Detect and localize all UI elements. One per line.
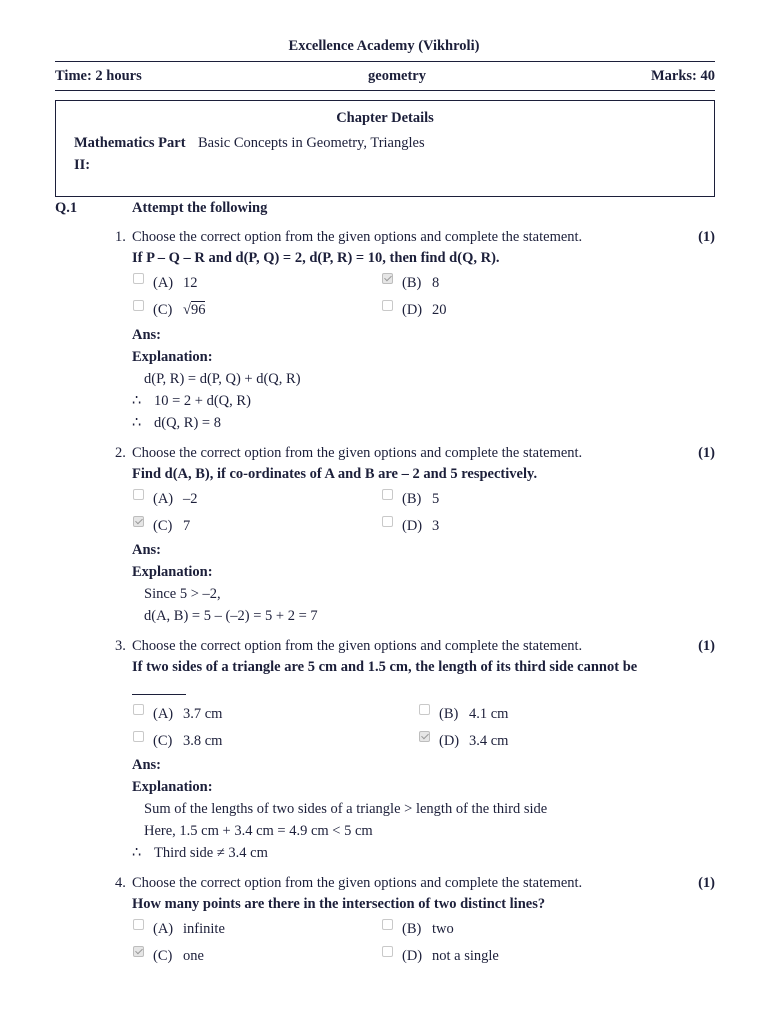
answer-label: Ans: [132,757,162,773]
option-label: (B) [402,491,422,507]
option-text: 3.4 cm [469,733,509,749]
option-text: 5 [432,491,440,507]
option-d-checkbox[interactable] [382,946,393,957]
option-label: (A) [153,491,174,507]
option-label: (B) [402,275,422,291]
therefore-symbol: ∴ [132,393,142,409]
explanation-line: Third side ≠ 3.4 cm [154,845,268,861]
option-a-checkbox[interactable] [133,919,144,930]
option-b-checkbox[interactable] [382,273,393,284]
school-name: Excellence Academy (Vikhroli) [288,38,480,54]
option-text: not a single [432,948,499,964]
option-a-checkbox[interactable] [133,273,144,284]
question-prompt: Choose the correct option from the given options and complete the statement. [132,445,583,461]
option-d-checkbox[interactable] [382,516,393,527]
option-text: two [432,921,454,937]
option-c-checkbox[interactable] [133,946,144,957]
option-label: (D) [402,948,423,964]
option-d-checkbox[interactable] [419,731,430,742]
question-marks: (1) [698,875,715,891]
question-marks: (1) [698,638,715,654]
option-text: 3.7 cm [183,706,223,722]
option-a[interactable] [153,921,225,938]
question-stem: Find d(A, B), if co-ordinates of A and B are – 2 and 5 respectively. [132,466,538,482]
exam-time: Time: 2 hours [55,68,142,84]
option-c[interactable] [153,518,190,535]
therefore-symbol: ∴ [132,845,142,861]
option-b[interactable] [402,921,454,938]
option-label: (C) [153,302,173,318]
answer-label: Ans: [132,542,162,558]
question-number: 2. [115,445,126,461]
question-number: 4. [115,875,126,891]
option-d-checkbox[interactable] [382,300,393,311]
option-b-checkbox[interactable] [382,919,393,930]
explanation-line: d(A, B) = 5 – (–2) = 5 + 2 = 7 [144,608,318,624]
question-number: 1. [115,229,126,245]
option-a-checkbox[interactable] [133,704,144,715]
divider [55,90,715,91]
question-prompt: Choose the correct option from the given options and complete the statement. [132,638,583,654]
option-text: 12 [183,275,198,291]
option-c-checkbox[interactable] [133,731,144,742]
explanation-line: d(Q, R) = 8 [154,415,221,431]
option-c[interactable] [153,302,205,319]
option-c[interactable] [153,733,222,750]
option-label: (D) [402,302,423,318]
section-number: Q.1 [55,200,78,216]
option-label: (A) [153,706,174,722]
radicand: 96 [190,302,206,318]
option-label: (C) [153,948,173,964]
option-a[interactable] [153,706,222,723]
option-text: 3.8 cm [183,733,223,749]
option-a[interactable] [153,275,198,292]
option-label: (B) [402,921,422,937]
explanation-line: d(P, R) = d(P, Q) + d(Q, R) [144,371,301,387]
option-text: 7 [183,518,191,534]
option-d[interactable] [439,733,508,750]
explanation-label: Explanation: [132,779,213,795]
exam-marks: Marks: 40 [650,68,715,84]
explanation-line: Since 5 > –2, [144,586,221,602]
option-c[interactable] [153,948,204,965]
question-prompt: Choose the correct option from the given options and complete the statement. [132,229,583,245]
question-stem: How many points are there in the intersection of two distinct lines? [132,896,546,912]
option-label: (A) [153,275,174,291]
option-b[interactable] [402,491,439,508]
option-b[interactable] [402,275,439,292]
square-root: √96 [183,302,206,318]
option-text: –2 [183,491,198,507]
option-label: (D) [402,518,423,534]
option-b-checkbox[interactable] [419,704,430,715]
chapter-topics: Basic Concepts in Geometry, Triangles [198,135,425,151]
option-text: infinite [183,921,225,937]
option-a[interactable] [153,491,198,508]
question-number: 3. [115,638,126,654]
option-b-checkbox[interactable] [382,489,393,500]
divider [55,61,715,62]
option-d[interactable] [402,518,439,535]
question-stem: If P – Q – R and d(P, Q) = 2, d(P, R) = 10, then find d(Q, R). [132,250,500,266]
option-label: (B) [439,706,459,722]
exam-subject: geometry [368,68,426,84]
option-b[interactable] [439,706,508,723]
option-text: 4.1 cm [469,706,509,722]
option-label: (C) [153,733,173,749]
option-label: (C) [153,518,173,534]
question-marks: (1) [698,229,715,245]
option-text: 20 [432,302,447,318]
explanation-line: 10 = 2 + d(Q, R) [154,393,251,409]
question-prompt: Choose the correct option from the given options and complete the statement. [132,875,583,891]
question-marks: (1) [698,445,715,461]
option-d[interactable] [402,948,499,965]
option-d[interactable] [402,302,447,319]
option-label: (D) [439,733,460,749]
option-text: 3 [432,518,440,534]
question-stem: If two sides of a triangle are 5 cm and 1.5 cm, the length of its third side cannot be [132,659,638,675]
section-instruction: Attempt the following [132,200,268,216]
explanation-label: Explanation: [132,349,213,365]
option-c-checkbox[interactable] [133,300,144,311]
chapter-subject-label: Mathematics Part [74,135,186,151]
option-label: (A) [153,921,174,937]
option-text: one [183,948,204,964]
option-a-checkbox[interactable] [133,489,144,500]
explanation-line: Here, 1.5 cm + 3.4 cm = 4.9 cm < 5 cm [144,823,373,839]
answer-label: Ans: [132,327,162,343]
chapter-subject-label-cont: II: [74,157,91,173]
option-text: 8 [432,275,440,291]
therefore-symbol: ∴ [132,415,142,431]
option-c-checkbox[interactable] [133,516,144,527]
fill-in-blank [132,694,186,695]
explanation-label: Explanation: [132,564,213,580]
chapter-details-title: Chapter Details [336,110,434,126]
explanation-line: Sum of the lengths of two sides of a triangle > length of the third side [144,801,548,817]
